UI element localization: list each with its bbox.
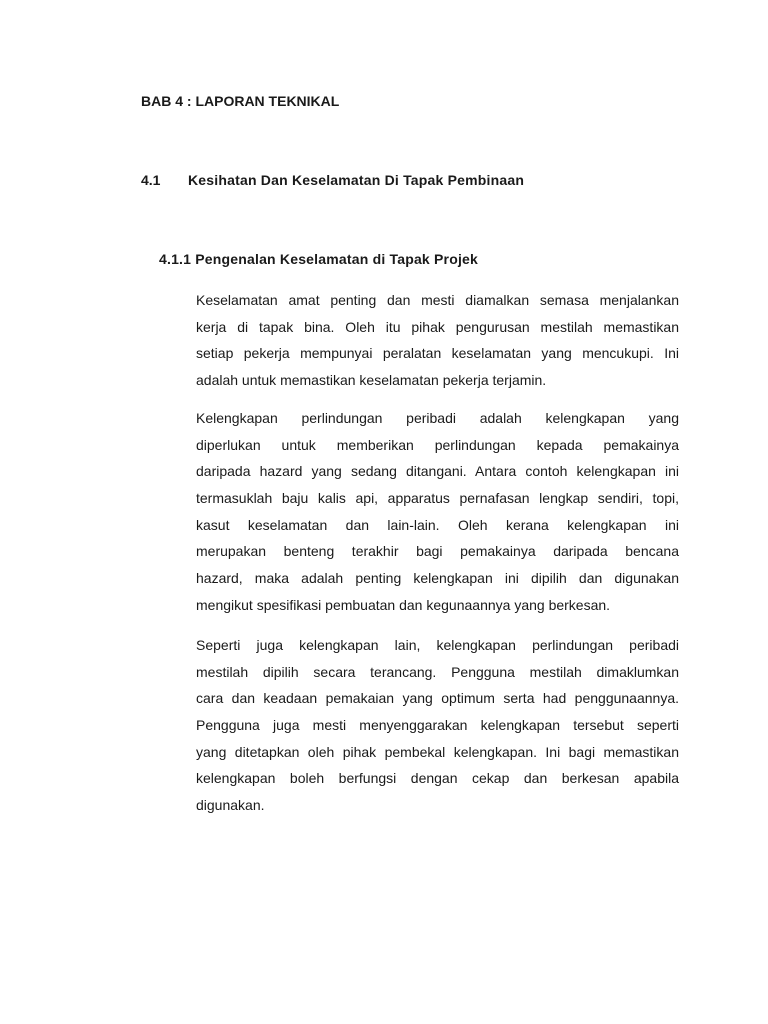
text-line: digunakan. — [196, 797, 265, 814]
text-line: Seperti juga kelengkapan lain, kelengkapan perlindungan peribadi — [196, 637, 679, 653]
text-line: mestilah dipilih secara terancang. Pengguna mestilah dimaklumkan — [196, 663, 679, 680]
subsection-title: 4.1.1 Pengenalan Keselamatan di Tapak Projek — [159, 251, 479, 267]
text-line: cara dan keadaan pemakaian yang optimum serta had penggunaannya. — [196, 690, 679, 707]
text-line: Kelengkapan perlindungan peribadi adalah kelengkapan yang — [196, 410, 679, 426]
paragraph-1 — [196, 287, 679, 394]
text-line: merupakan benteng terakhir bagi pemakainya daripada bencana — [196, 543, 679, 560]
text-line: Keselamatan amat penting dan mesti diamalkan semasa menjalankan — [196, 292, 679, 308]
paragraph-3 — [196, 632, 679, 819]
text-line: diperlukan untuk memberikan perlindungan kepada pemakainya — [196, 436, 679, 453]
text-line: mengikut spesifikasi pembuatan dan kegunaannya yang berkesan. — [196, 596, 611, 613]
text-line: kelengkapan boleh berfungsi dengan cekap dan berkesan apabila — [196, 770, 679, 787]
chapter-title: BAB 4 : LAPORAN TEKNIKAL — [141, 93, 340, 109]
text-line: daripada hazard yang sedang ditangani. Antara contoh kelengkapan ini — [196, 463, 679, 480]
text-line: adalah untuk memastikan keselamatan pekerja terjamin. — [196, 372, 547, 389]
paragraph-2 — [196, 405, 679, 619]
text-line: kasut keselamatan dan lain-lain. Oleh kerana kelengkapan ini — [196, 516, 679, 533]
section-number: 4.1 — [141, 172, 161, 188]
text-line: termasuklah baju kalis api, apparatus pernafasan lengkap sendiri, topi, — [196, 490, 679, 507]
text-line: kerja di tapak bina. Oleh itu pihak pengurusan mestilah memastikan — [196, 318, 679, 335]
section-title: Kesihatan Dan Keselamatan Di Tapak Pembinaan — [188, 172, 525, 188]
text-line: setiap pekerja mempunyai peralatan keselamatan yang mencukupi. Ini — [196, 345, 679, 362]
text-line: yang ditetapkan oleh pihak pembekal kelengkapan. Ini bagi memastikan — [196, 743, 679, 760]
text-line: hazard, maka adalah penting kelengkapan ini dipilih dan digunakan — [196, 570, 679, 587]
text-line: Pengguna juga mesti menyenggarakan kelengkapan tersebut seperti — [196, 717, 679, 734]
